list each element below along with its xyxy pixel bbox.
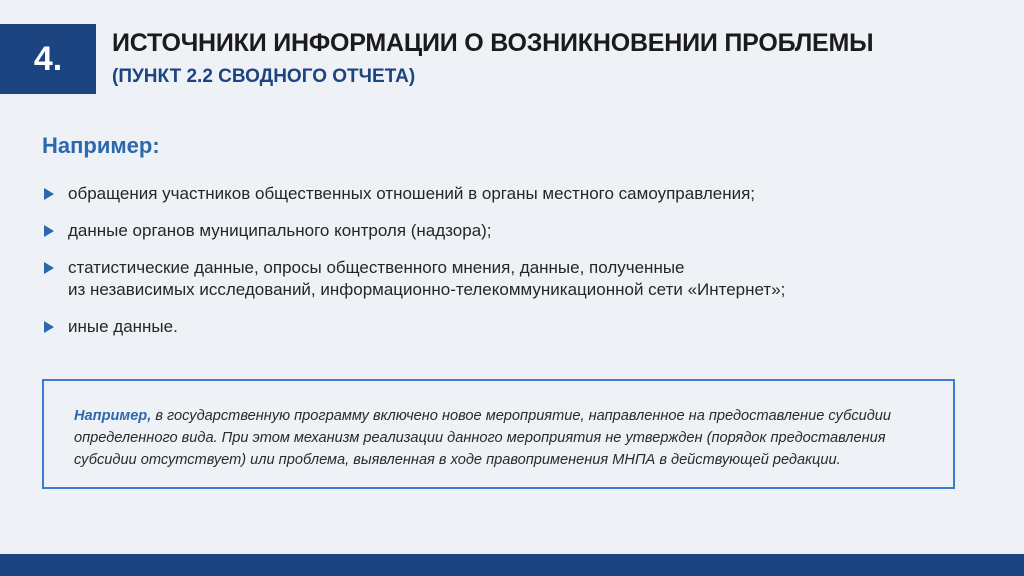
list-item — [44, 316, 944, 338]
list-item-text: обращения участников общественных отношений в органы местного самоуправления; — [68, 184, 756, 203]
example-note-lead: Например, — [74, 408, 152, 424]
page-title: ИСТОЧНИКИ ИНФОРМАЦИИ О ВОЗНИКНОВЕНИИ ПРОБЛЕМЫ — [112, 29, 874, 57]
example-heading: Например: — [42, 133, 160, 158]
list-item-text: иные данные. — [68, 317, 178, 336]
list-item — [44, 183, 944, 205]
list-item — [44, 220, 944, 242]
footer-bar — [0, 554, 1024, 576]
list-item-text: данные органов муниципального контроля (надзора); — [68, 221, 492, 240]
list-item-text: статистические данные, опросы общественного мнения, данные, полученные из независимых исследований, информационно-телекоммуникационной сети «Интернет»; — [68, 258, 786, 299]
section-number-badge — [0, 24, 96, 94]
example-note-box — [42, 379, 955, 489]
sources-list — [44, 183, 944, 353]
example-note-body: в государственную программу включено новое мероприятие, направленное на предоставление субсидии определенного вида. При этом механизм реализации данного мероприятия не утвержден (порядок предоставления субсидии отсутствует) или проблема, выявленная в ходе правоприменения МНПА в действующей редакции. — [74, 408, 892, 468]
page-subtitle: (ПУНКТ 2.2 СВОДНОГО ОТЧЕТА) — [112, 66, 416, 87]
example-note-text — [74, 405, 934, 471]
section-number: 4. — [33, 39, 63, 78]
triangle-bullet-icon — [44, 321, 54, 333]
triangle-bullet-icon — [44, 225, 54, 237]
triangle-bullet-icon — [44, 262, 54, 274]
list-item — [44, 257, 944, 301]
triangle-bullet-icon — [44, 188, 54, 200]
